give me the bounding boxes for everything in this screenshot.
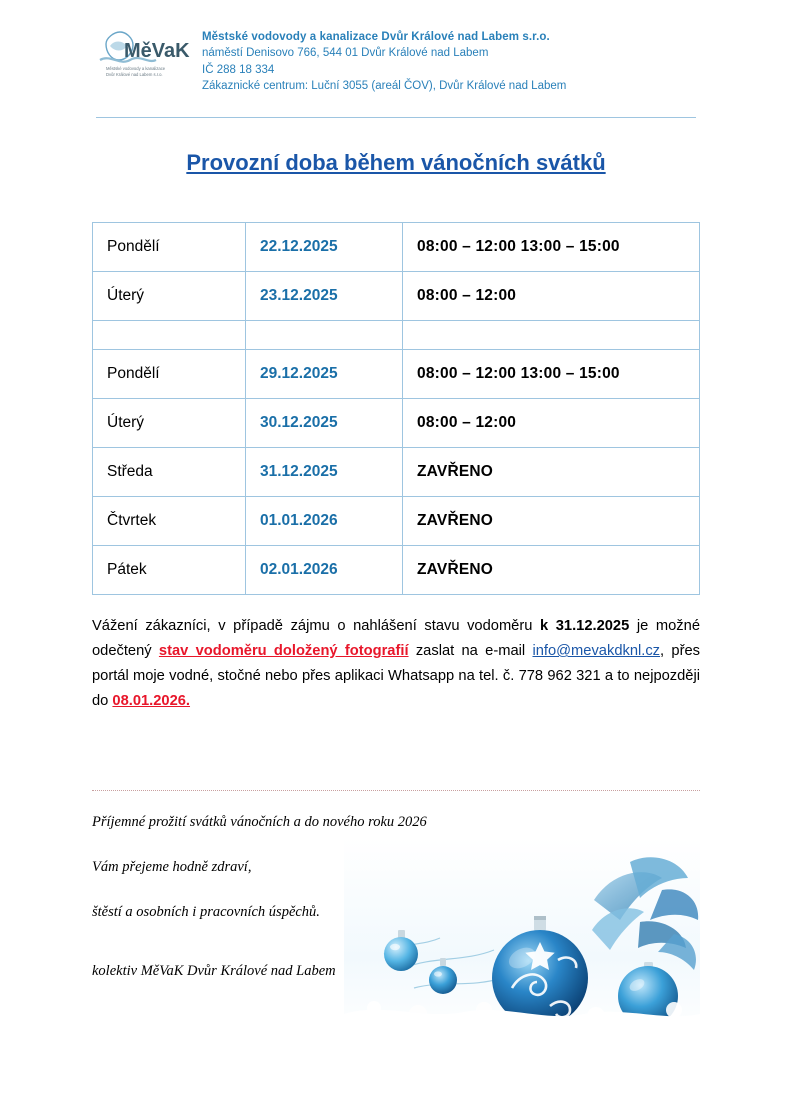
logo-icon [96, 30, 192, 92]
company-logo [96, 22, 192, 92]
greeting-line-1: Příjemné prožití svátků vánočních a do nového roku 2026 [92, 814, 427, 830]
notice-deadline: 08.01.2026. [112, 693, 191, 709]
table-row [93, 448, 700, 497]
cell-date [246, 321, 403, 350]
cell-date: 01.01.2026 [246, 497, 403, 546]
table-row [93, 546, 700, 595]
table-row [93, 272, 700, 321]
table-row [93, 497, 700, 546]
page-title: Provozní doba během vánočních svátků [186, 150, 606, 175]
org-address: náměstí Denisovo 766, 544 01 Dvůr Králové nad Labem [202, 47, 489, 59]
cell-date: 30.12.2025 [246, 399, 403, 448]
cell-hours: ZAVŘENO [403, 497, 700, 546]
cell-day: Středa [93, 448, 246, 497]
cell-date: 22.12.2025 [246, 223, 403, 272]
greeting-line-3: štěstí a osobních i pracovních úspěchů. [92, 904, 320, 920]
greeting-block [92, 814, 572, 1008]
table-row [93, 350, 700, 399]
cell-hours [403, 321, 700, 350]
header-divider [96, 117, 696, 118]
notice-red-phrase: stav vodoměru doložený fotografií [158, 643, 409, 659]
cell-hours: 08:00 – 12:00 [403, 272, 700, 321]
schedule-table [92, 222, 700, 595]
svg-text:MěVaK: MěVaK [124, 40, 190, 62]
greeting-signature: kolektiv MěVaK Dvůr Králové nad Labem [92, 963, 336, 979]
notice-part3: zaslat na e-mail [408, 643, 533, 659]
cell-day [93, 321, 246, 350]
email-link[interactable]: info@mevakdknl.cz [532, 643, 661, 659]
org-name: Městské vodovody a kanalizace Dvůr Králové nad Labem s.r.o. [202, 31, 550, 43]
greeting-line-2: Vám přejeme hodně zdraví, [92, 859, 252, 875]
table-row [93, 399, 700, 448]
svg-text:Dvůr Králové nad Labem s.r.o.: Dvůr Králové nad Labem s.r.o. [106, 72, 163, 77]
table-row-spacer [93, 321, 700, 350]
cell-date: 31.12.2025 [246, 448, 403, 497]
cell-hours: ZAVŘENO [403, 546, 700, 595]
document-header [96, 22, 696, 95]
cell-day: Úterý [93, 399, 246, 448]
notice-part4: , přes portál moje vodné, stočné nebo přes aplikaci Whatsapp na tel. č. 778 962 321 a to nejpozději do [92, 643, 700, 709]
notice-part2: je možné odečtený [92, 618, 700, 659]
notice-paragraph [92, 614, 700, 714]
cell-hours: 08:00 – 12:00 [403, 399, 700, 448]
cell-date: 02.01.2026 [246, 546, 403, 595]
cell-day: Úterý [93, 272, 246, 321]
section-divider [92, 790, 700, 791]
cell-day: Pondělí [93, 350, 246, 399]
cell-day: Čtvrtek [93, 497, 246, 546]
cell-hours: 08:00 – 12:00 13:00 – 15:00 [403, 350, 700, 399]
table-row [93, 223, 700, 272]
cell-date: 29.12.2025 [246, 350, 403, 399]
svg-text:Městské vodovody a kanalizace: Městské vodovody a kanalizace [106, 66, 166, 71]
cell-day: Pondělí [93, 223, 246, 272]
notice-bold-date: k 31.12.2025 [540, 618, 630, 634]
cell-day: Pátek [93, 546, 246, 595]
org-customer-center: Zákaznické centrum: Luční 3055 (areál ČOV), Dvůr Králové nad Labem [202, 80, 567, 92]
cell-date: 23.12.2025 [246, 272, 403, 321]
schedule-table-wrapper [92, 222, 700, 595]
cell-hours: 08:00 – 12:00 13:00 – 15:00 [403, 223, 700, 272]
org-ico: IČ 288 18 334 [202, 63, 275, 76]
cell-hours: ZAVŘENO [403, 448, 700, 497]
notice-part1: Vážení zákazníci, v případě zájmu o nahlášení stavu vodoměru [92, 618, 540, 634]
organization-info [202, 22, 566, 95]
